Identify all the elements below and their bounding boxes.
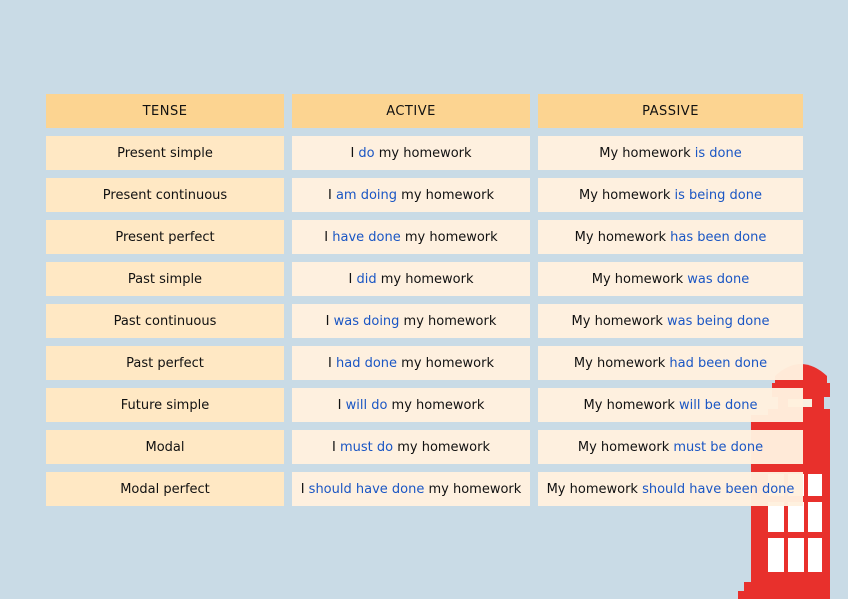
sentence-text: My homework [571, 313, 668, 329]
sentence-text: my homework [393, 439, 491, 455]
sentence-text: I [331, 439, 340, 455]
verb-highlight: was doing [333, 313, 400, 329]
sentence-text: my homework [397, 355, 494, 371]
active-cell [292, 262, 530, 296]
sentence-text: My homework [591, 271, 688, 287]
verb-highlight: was done [687, 271, 750, 287]
verb-highlight: should have been done [642, 481, 795, 497]
active-cell [292, 346, 530, 380]
sentence-text: I [328, 355, 336, 371]
active-cell [292, 430, 530, 464]
verb-highlight: will be done [679, 397, 758, 413]
passive-cell [538, 388, 803, 422]
active-cell [292, 178, 530, 212]
sentence-text: I [325, 313, 334, 329]
tense-cell: Past continuous [46, 304, 284, 338]
passive-cell [538, 430, 803, 464]
active-cell [292, 304, 530, 338]
header-tense: TENSE [46, 94, 284, 128]
verb-highlight: should have done [308, 481, 425, 497]
sentence-text: my homework [399, 313, 497, 329]
active-cell [292, 472, 530, 506]
verb-highlight: is done [694, 145, 742, 161]
sentence-text: My homework [546, 481, 643, 497]
verb-highlight: must do [339, 439, 394, 455]
passive-cell [538, 220, 803, 254]
verb-highlight: do [358, 145, 375, 161]
active-cell [292, 220, 530, 254]
sentence-text: My homework [573, 355, 670, 371]
header-passive: PASSIVE [538, 94, 803, 128]
tense-cell: Present simple [46, 136, 284, 170]
verb-highlight: did [356, 271, 377, 287]
verb-highlight: have done [332, 229, 401, 245]
passive-cell [538, 472, 803, 506]
verb-highlight: will do [345, 397, 388, 413]
verb-highlight: was being done [667, 313, 770, 329]
passive-cell [538, 178, 803, 212]
sentence-text: my homework [397, 187, 494, 203]
tense-cell: Modal [46, 430, 284, 464]
sentence-text: I [348, 271, 357, 287]
passive-cell [538, 304, 803, 338]
sentence-text: My homework [599, 145, 695, 161]
tense-cell: Past perfect [46, 346, 284, 380]
tense-cell: Modal perfect [46, 472, 284, 506]
tense-cell: Present perfect [46, 220, 284, 254]
header-active: ACTIVE [292, 94, 530, 128]
sentence-text: my homework [387, 397, 485, 413]
sentence-text: I [350, 145, 359, 161]
sentence-text: I [337, 397, 346, 413]
sentence-text: My homework [583, 397, 680, 413]
verb-highlight: must be done [673, 439, 764, 455]
sentence-text: I [324, 229, 333, 245]
sentence-text: my homework [400, 229, 498, 245]
tense-table [46, 94, 803, 506]
verb-highlight: am doing [335, 187, 398, 203]
passive-cell [538, 136, 803, 170]
active-cell [292, 388, 530, 422]
passive-cell [538, 346, 803, 380]
sentence-text: My homework [579, 187, 675, 203]
sentence-text: my homework [424, 481, 522, 497]
tense-cell: Future simple [46, 388, 284, 422]
sentence-text: my homework [374, 145, 472, 161]
sentence-text: my homework [376, 271, 474, 287]
sentence-text: My homework [574, 229, 671, 245]
sentence-text: I [328, 187, 336, 203]
tense-cell: Present continuous [46, 178, 284, 212]
tense-cell: Past simple [46, 262, 284, 296]
sentence-text: I [300, 481, 309, 497]
verb-highlight: had been done [669, 355, 768, 371]
verb-highlight: is being done [674, 187, 762, 203]
verb-highlight: had done [335, 355, 398, 371]
passive-cell [538, 262, 803, 296]
active-cell [292, 136, 530, 170]
sentence-text: My homework [577, 439, 674, 455]
verb-highlight: has been done [670, 229, 767, 245]
